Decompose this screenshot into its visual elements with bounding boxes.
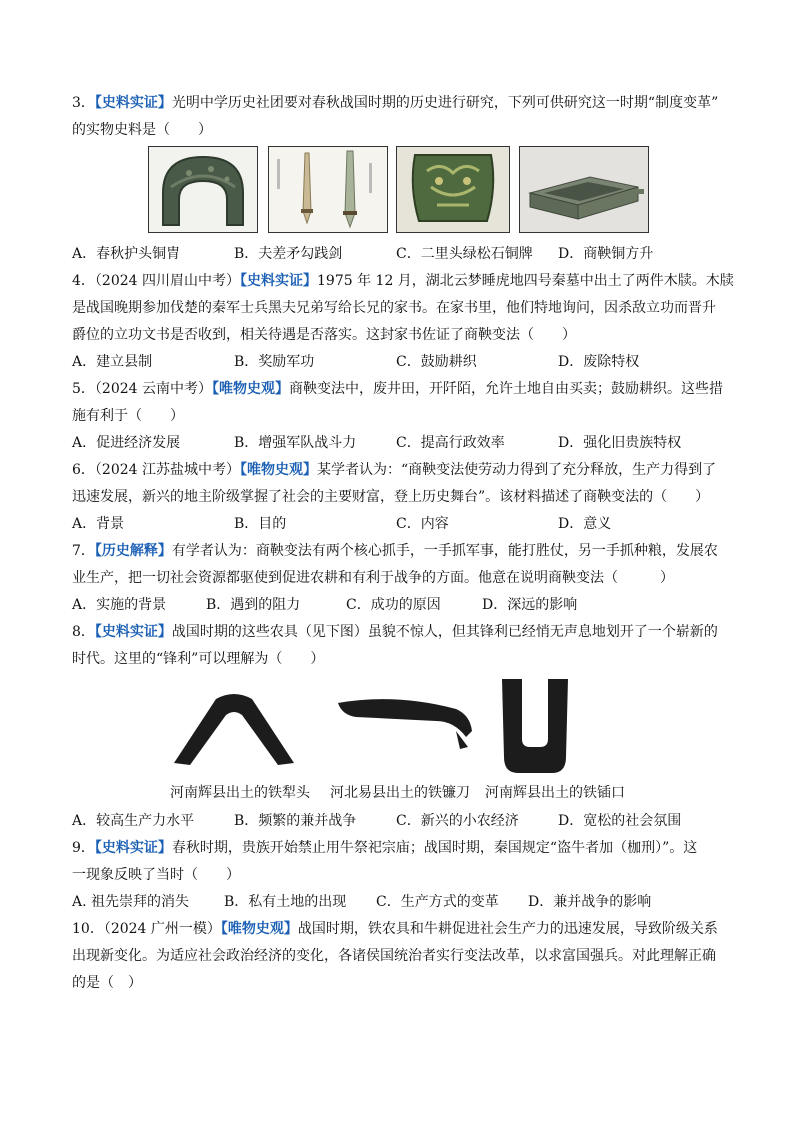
question-number: 10． (72, 921, 104, 937)
question-text: 一现象反映了当时（ ） (72, 867, 240, 883)
question-text: 某学者认为：“商鞅变法使劳动力得到了充分释放，生产力得到了 (317, 462, 717, 478)
question-text: 的实物史料是（ ） (72, 122, 212, 138)
option-b[interactable]: B．增强军队战斗力 (234, 435, 357, 451)
caption-sickle: 河北易县出土的铁镰刀 (330, 785, 470, 801)
question-10 (72, 916, 724, 997)
question-number: 4． (72, 273, 95, 289)
question-number: 3． (72, 95, 95, 111)
question-text: 出现新变化。为适应社会政治经济的变化，各诸侯国统治者实行变法改革，以求富国强兵。对此理解正确 (72, 948, 716, 964)
option-a[interactable]: A. 祖先崇拜的消失 (72, 894, 190, 910)
question-number: 8． (72, 624, 95, 640)
question-text: 业生产，把一切社会资源都驱使到促进农耕和有利于战争的方面。他意在说明商鞅变法（ ） (72, 570, 674, 586)
option-c[interactable]: C．二里头绿松石铜牌 (396, 246, 533, 262)
option-c[interactable]: C．生产方式的变革 (376, 894, 499, 910)
option-a[interactable]: A．促进经济发展 (72, 435, 181, 451)
option-d[interactable]: D．深远的影响 (482, 597, 578, 613)
question-text: 战国时期，铁农具和牛耕促进社会生产力的迅速发展，导致阶级关系 (297, 921, 718, 937)
option-c[interactable]: C．内容 (396, 516, 449, 532)
question-6 (72, 457, 724, 538)
option-b[interactable]: B．夫差矛勾践剑 (234, 246, 343, 262)
option-a[interactable]: A．实施的背景 (72, 597, 167, 613)
bronze-plaque-photo (396, 146, 510, 233)
sword-photo (268, 146, 388, 233)
skill-tag: 【史料实证】 (94, 624, 172, 640)
option-d[interactable]: D．废除特权 (558, 354, 640, 370)
question-source: （2024 四川眉山中考） (94, 273, 241, 289)
bronze-box-photo (519, 146, 649, 233)
iron-plowshare-image (170, 687, 298, 767)
answer-options (72, 808, 724, 835)
question-text: 商鞅变法中，废井田，开阡陌，允许土地自由买卖；鼓励耕织。这些措 (289, 381, 724, 397)
answer-options (72, 241, 724, 268)
question-number: 5． (72, 381, 95, 397)
skill-tag: 【史料实证】 (94, 95, 172, 111)
question-4 (72, 268, 734, 376)
question-text: 迅速发展，新兴的地主阶级掌握了社会的主要财富，登上历史舞台”。该材料描述了商鞅变法的（ ） (72, 489, 710, 505)
worksheet-page (72, 90, 734, 997)
option-b[interactable]: B．频繁的兼并战争 (234, 813, 357, 829)
helmet-photo (148, 146, 258, 233)
option-c[interactable]: C．新兴的小农经济 (396, 813, 519, 829)
option-d[interactable]: D．兼并战争的影响 (528, 894, 652, 910)
question-text: 春秋时期，贵族开始禁止用牛祭祀宗庙；战国时期，秦国规定“盗牛者加（枷刑）”。这 (171, 840, 698, 856)
skill-tag: 【唯物史观】 (220, 921, 298, 937)
answer-options (72, 592, 724, 619)
option-d[interactable]: D．商鞅铜方升 (558, 246, 654, 262)
question-9 (72, 835, 724, 916)
option-c[interactable]: C．提高行政效率 (396, 435, 505, 451)
question-5 (72, 376, 724, 457)
skill-tag: 【史料实证】 (240, 273, 318, 289)
artifact-images (72, 146, 724, 241)
option-a[interactable]: A．春秋护头铜胄 (72, 246, 181, 262)
question-source: （2024 云南中考） (94, 381, 213, 397)
question-7 (72, 538, 724, 619)
answer-options (72, 430, 724, 457)
caption-spade-edge: 河南辉县出土的铁锸口 (485, 785, 625, 801)
question-text: 战国时期的这些农具（见下图）虽貌不惊人，但其锋利已经悄无声息地划开了一个崭新的 (171, 624, 718, 640)
option-a[interactable]: A．建立县制 (72, 354, 153, 370)
option-d[interactable]: D．宽松的社会氛围 (558, 813, 682, 829)
question-number: 7． (72, 543, 95, 559)
question-3 (72, 90, 724, 268)
question-text: 爵位的立功文书是否收到，相关待遇是否落实。这封家书佐证了商鞅变法（ ） (72, 327, 576, 343)
iron-spade-edge-image (500, 677, 570, 775)
question-text: 光明中学历史社团要对春秋战国时期的历史进行研究，下列可供研究这一时期“制度变革” (171, 95, 719, 111)
caption-plowshare: 河南辉县出土的铁犁头 (170, 785, 310, 801)
skill-tag: 【历史解释】 (94, 543, 172, 559)
question-number: 6． (72, 462, 95, 478)
question-text: 1975 年 12 月，湖北云梦睡虎地四号秦墓中出土了两件木牍。木牍 (317, 273, 734, 289)
option-c[interactable]: C．成功的原因 (346, 597, 441, 613)
question-number: 9． (72, 840, 95, 856)
option-a[interactable]: A．背景 (72, 516, 125, 532)
question-8 (72, 619, 724, 835)
option-d[interactable]: D．强化旧贵族特权 (558, 435, 682, 451)
skill-tag: 【唯物史观】 (240, 462, 318, 478)
option-b[interactable]: B．私有土地的出现 (224, 894, 347, 910)
option-c[interactable]: C．鼓励耕织 (396, 354, 477, 370)
question-text: 的是（ ） (72, 975, 142, 991)
option-b[interactable]: B．遇到的阻力 (206, 597, 301, 613)
question-source: （2024 江苏盐城中考） (94, 462, 241, 478)
question-text: 有学者认为：商鞅变法有两个核心抓手，一手抓军事，能打胜仗，另一手抓种粮，发展农 (171, 543, 718, 559)
question-text: 施有利于（ ） (72, 408, 184, 424)
iron-sickle-image (336, 691, 476, 751)
option-a[interactable]: A．较高生产力水平 (72, 813, 195, 829)
answer-options (72, 511, 724, 538)
option-d[interactable]: D．意义 (558, 516, 612, 532)
tool-captions (72, 778, 724, 808)
question-text: 是战国晚期参加伐楚的秦军士兵黑夫兄弟写给长兄的家书。在家书里，他们特地询问，因杀敌立功而晋升 (72, 300, 716, 316)
question-text: 时代。这里的“锋利”可以理解为（ ） (72, 651, 325, 667)
answer-options (72, 889, 724, 916)
option-b[interactable]: B．奖励军功 (234, 354, 315, 370)
skill-tag: 【史料实证】 (94, 840, 172, 856)
answer-options (72, 349, 724, 376)
question-source: （2024 广州一模） (103, 921, 221, 937)
option-b[interactable]: B．目的 (234, 516, 287, 532)
skill-tag: 【唯物史观】 (212, 381, 290, 397)
farm-tool-images (72, 673, 724, 778)
